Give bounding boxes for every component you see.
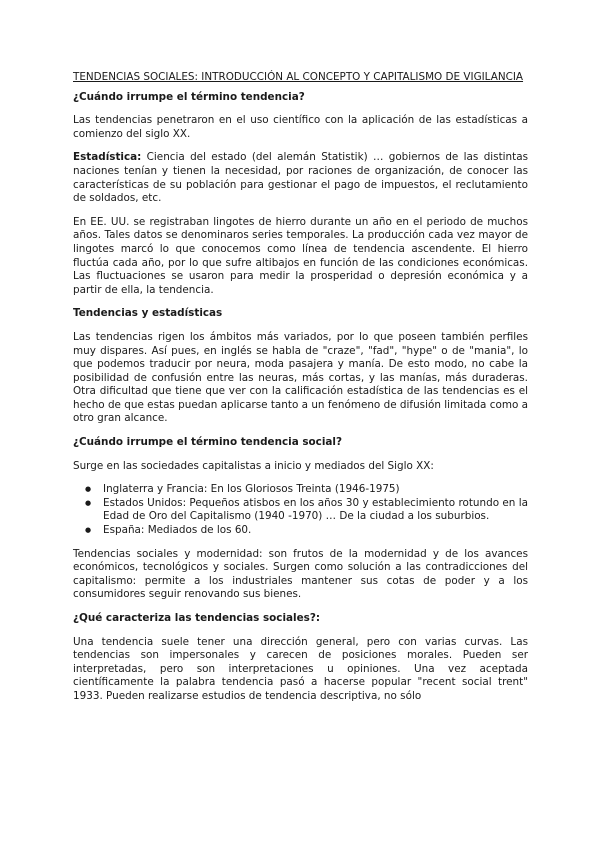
document-title: TENDENCIAS SOCIALES: INTRODUCCIÓN AL CONCEPTO Y CAPITALISMO DE VIGILANCIA xyxy=(73,71,524,83)
section-heading: ¿Cuándo irrumpe el término tendencia social? xyxy=(73,436,342,449)
paragraph: Las tendencias penetraron en el uso científico con la aplicación de las estadísticas a comienzo del siglo XX. xyxy=(73,114,528,140)
bullet-list xyxy=(73,483,528,537)
paragraph: Tendencias sociales y modernidad: son frutos de la modernidad y de los avances económicos, tecnológicos y sociales. Surgen como solución a las contradicciones del capitalismo: permite a los industriales mantener sus cotas de poder y a los consumidores seguir renovando sus bienes. xyxy=(73,547,528,601)
paragraph xyxy=(73,151,528,205)
section-heading: ¿Cuándo irrumpe el término tendencia? xyxy=(73,90,305,103)
section-heading: ¿Qué caracteriza las tendencias sociales?: xyxy=(73,612,321,624)
paragraph: Las tendencias rigen los ámbitos más variados, por lo que poseen también perfiles muy dispares. Así pues, en inglés se habla de "craze", "fad", "hype" o de "mania", lo que podemos traducir por neura, moda pasajera y manía. De esto modo, no cabe la posibilidad de confusión entre las neuras, más cortas, y las manías, más duraderas. Otra dificultad que tiene que ver con la calificación estadística de las tendencias es el hecho de que estas puedan aplicarse tanto a un fenómeno de difusión limitada como a otro gran alcance. xyxy=(73,330,528,425)
list-item: ● Inglaterra y Francia: En los Gloriosos Treinta (1946-1975) xyxy=(99,483,528,497)
document-content xyxy=(73,71,528,714)
term-definition: Ciencia del estado (del alemán Statistik) … gobiernos de las distintas naciones tenían y tienen la necesidad, por raciones de organización, de conocer las características de su población para gestionar el pago de impuestos, el reclutamiento de soldados, etc. xyxy=(73,151,528,205)
list-item: ● España: Mediados de los 60. xyxy=(99,524,528,538)
paragraph: Surge en las sociedades capitalistas a inicio y mediados del Siglo XX: xyxy=(73,459,434,472)
paragraph: En EE. UU. se registraban lingotes de hierro durante un año en el periodo de muchos años. Tales datos se denominaros series temporales. La producción cada vez mayor de lingotes marcó lo que conocemos como línea de tendencia ascendente. El hierro fluctúa cada año, por lo que sufre altibajos en función de las condiciones económicas. Las fluctuaciones se usaron para medir la prosperidad o depresión económica y a partir de ella, la tendencia. xyxy=(73,215,528,296)
term-label: Estadística: xyxy=(73,151,142,164)
paragraph: Una tendencia suele tener una dirección general, pero con varias curvas. Las tendencias son impersonales y carecen de posiciones morales. Pueden ser interpretadas, pero son interpretaciones u opiniones. Una vez aceptada científicamente la palabra tendencia pasó a hacerse popular "recent social trent" 1933. Pueden realizarse estudios de tendencia descriptiva, no sólo xyxy=(73,635,528,702)
list-item: ● Estados Unidos: Pequeños atisbos en los años 30 y establecimiento rotundo en la Edad de Oro del Capitalismo (1940 -1970) … De la ciudad a los suburbios. xyxy=(99,497,528,524)
section-heading: Tendencias y estadísticas xyxy=(73,307,223,320)
